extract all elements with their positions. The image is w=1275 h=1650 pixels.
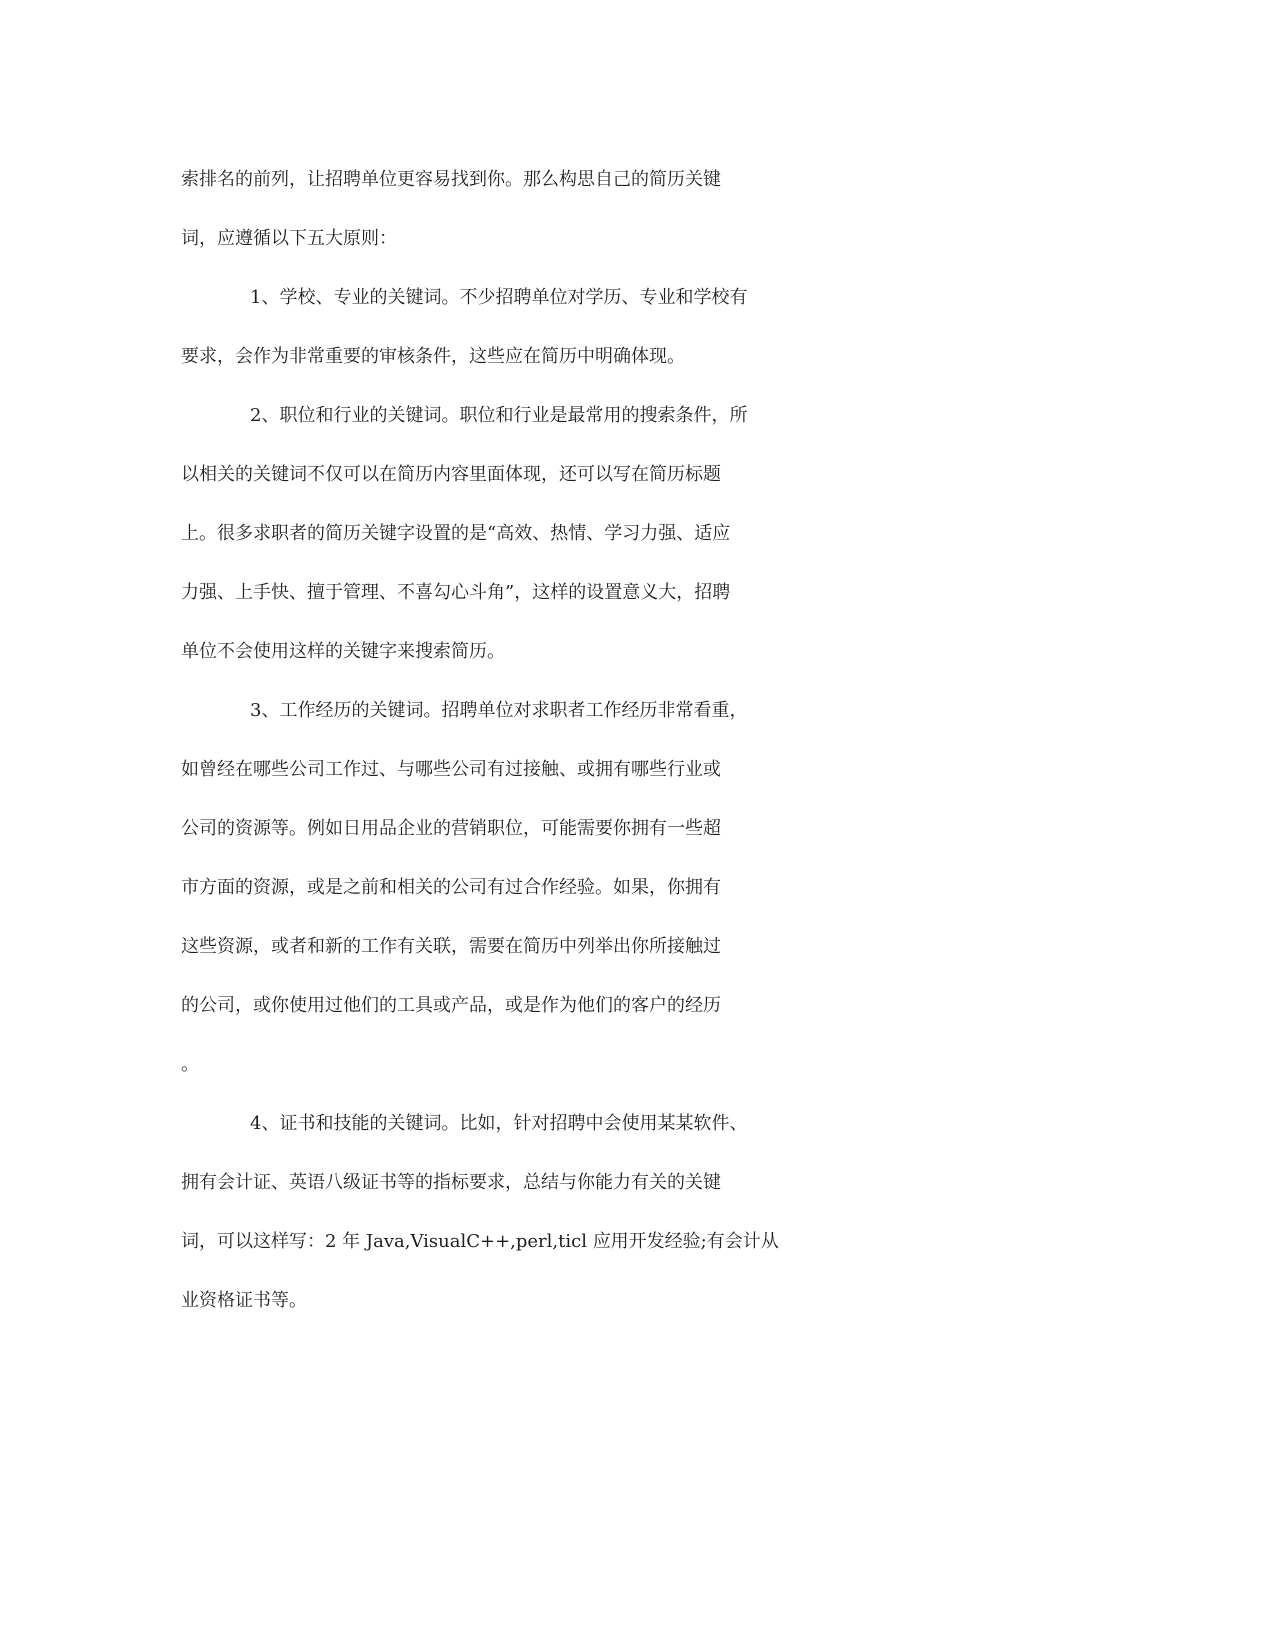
paragraph-line: 公司的资源等。例如日用品企业的营销职位，可能需要你拥有一些超 (181, 818, 721, 839)
paragraph-line: 拥有会计证、英语八级证书等的指标要求，总结与你能力有关的关键 (181, 1172, 721, 1193)
paragraph-line: 4、证书和技能的关键词。比如，针对招聘中会使用某某软件、 (250, 1113, 748, 1134)
paragraph-line: 单位不会使用这样的关键字来搜索简历。 (181, 641, 505, 662)
paragraph-line: 要求，会作为非常重要的审核条件，这些应在简历中明确体现。 (181, 346, 685, 367)
paragraph-line: 1、学校、专业的关键词。不少招聘单位对学历、专业和学校有 (250, 287, 748, 308)
paragraph-line: 词，可以这样写：2 年 Java,VisualC++,perl,ticl 应用开发经验;有会计从 (181, 1231, 779, 1252)
paragraph-line: 词，应遵循以下五大原则： (181, 228, 397, 249)
paragraph-line: 力强、上手快、擅于管理、不喜勾心斗角”，这样的设置意义大，招聘 (181, 582, 731, 603)
paragraph-line: 市方面的资源，或是之前和相关的公司有过合作经验。如果，你拥有 (181, 877, 721, 898)
paragraph-line: 索排名的前列，让招聘单位更容易找到你。那么构思自己的简历关键 (181, 169, 721, 190)
paragraph-line: 3、工作经历的关键词。招聘单位对求职者工作经历非常看重， (250, 700, 748, 721)
paragraph-line: 上。很多求职者的简历关键字设置的是“高效、热情、学习力强、适应 (181, 523, 731, 544)
paragraph-line: 如曾经在哪些公司工作过、与哪些公司有过接触、或拥有哪些行业或 (181, 759, 721, 780)
paragraph-line: 的公司，或你使用过他们的工具或产品，或是作为他们的客户的经历 (181, 995, 721, 1016)
paragraph-line: 2、职位和行业的关键词。职位和行业是最常用的搜索条件，所 (250, 405, 748, 426)
paragraph-line: 这些资源，或者和新的工作有关联，需要在简历中列举出你所接触过 (181, 936, 721, 957)
paragraph-line: 业资格证书等。 (181, 1290, 307, 1311)
paragraph-line: 以相关的关键词不仅可以在简历内容里面体现，还可以写在简历标题 (181, 464, 721, 485)
paragraph-line: 。 (181, 1054, 199, 1075)
